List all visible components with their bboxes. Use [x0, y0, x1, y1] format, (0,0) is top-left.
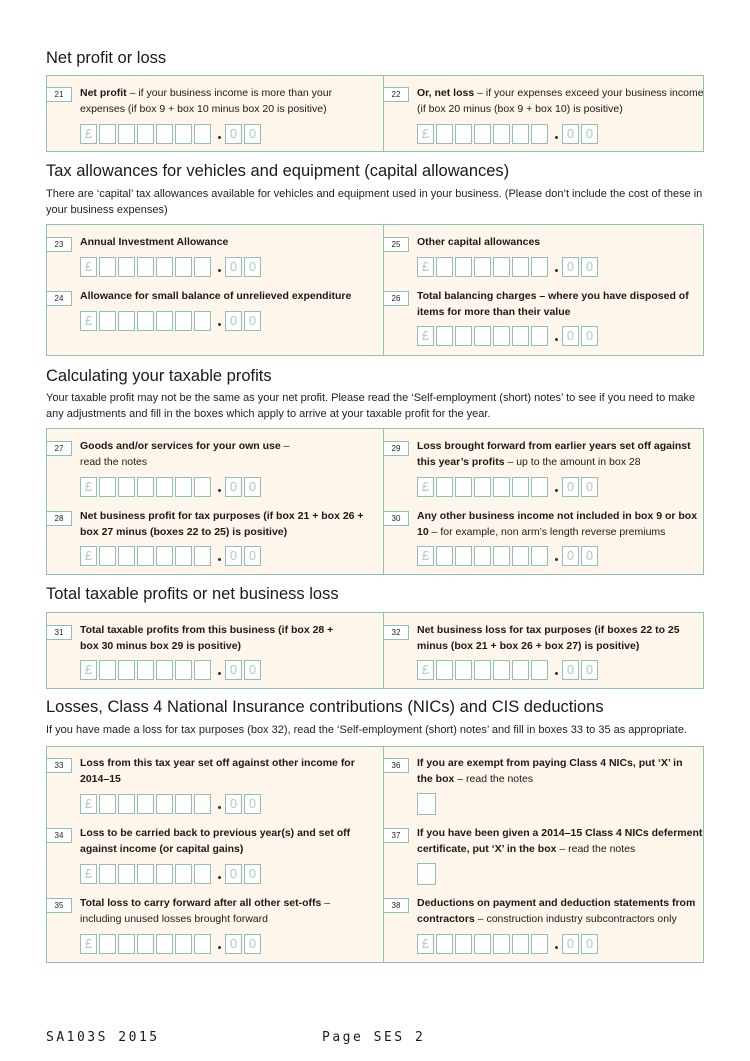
pounds-digit-cell[interactable] [137, 477, 154, 497]
pence-digit-cell: 0 [244, 794, 261, 814]
pounds-digit-cell[interactable] [118, 311, 135, 331]
pounds-digit-cell[interactable] [512, 257, 529, 277]
decimal-point [555, 269, 558, 272]
box-number: 22 [384, 87, 409, 102]
section-title-net-profit: Net profit or loss [46, 49, 167, 67]
box-label-bold: Or, net loss [417, 87, 475, 99]
pounds-digit-cell[interactable] [99, 477, 116, 497]
pounds-digit-cell[interactable] [137, 864, 154, 884]
decimal-point [555, 338, 558, 341]
pounds-digit-cell[interactable] [474, 934, 491, 954]
pounds-digit-cell[interactable] [512, 124, 529, 144]
pounds-digit-cell[interactable] [99, 546, 116, 566]
box-label-note: – read the notes [556, 842, 636, 855]
pounds-digit-cell[interactable] [436, 124, 453, 144]
box-label-bold: If you have been given a 2014–15 Class 4 NICs deferment certificate, put ‘X’ in the box [417, 827, 703, 855]
pence-digit-cell: 0 [225, 124, 242, 144]
pounds-digit-cell[interactable] [118, 794, 135, 814]
box-label [417, 826, 707, 857]
decimal-point [218, 876, 221, 879]
decimal-point [555, 489, 558, 492]
pence-digit-cell: 0 [225, 660, 242, 680]
box-label-bold: Loss from this tax year set off against other income for 2014–15 [80, 757, 355, 785]
pounds-digit-cell[interactable] [137, 934, 154, 954]
pounds-digit-cell[interactable] [493, 477, 510, 497]
pounds-digit-cell[interactable] [118, 477, 135, 497]
pence-digit-cell: 0 [581, 326, 598, 346]
panel-total-taxable [46, 612, 704, 689]
pence-digit-cell: 0 [225, 477, 242, 497]
decimal-point [218, 489, 221, 492]
pounds-digit-cell[interactable] [455, 124, 472, 144]
box-label-bold: Net business profit for tax purposes (if box 21 + box 26 + box 27 minus (boxes 22 to 25) is positive) [80, 510, 364, 538]
pounds-digit-cell[interactable] [512, 660, 529, 680]
exempt-class4-checkbox[interactable] [417, 793, 436, 815]
panel-net-profit [46, 75, 704, 152]
pounds-digit-cell[interactable] [436, 326, 453, 346]
pound-cell: £ [80, 660, 97, 680]
pounds-digit-cell[interactable] [118, 257, 135, 277]
box-label-bold: Allowance for small balance of unrelieved expenditure [80, 290, 352, 302]
pounds-digit-cell[interactable] [156, 794, 173, 814]
box-label-bold: Net profit [80, 87, 127, 99]
section-title-capital-allowances: Tax allowances for vehicles and equipment (capital allowances) [46, 162, 510, 180]
pounds-digit-cell[interactable] [512, 477, 529, 497]
pounds-digit-cell[interactable] [493, 257, 510, 277]
pounds-digit-cell[interactable] [99, 864, 116, 884]
pound-cell: £ [80, 794, 97, 814]
pounds-digit-cell[interactable] [455, 546, 472, 566]
pence-digit-cell: 0 [581, 934, 598, 954]
box-label [80, 623, 345, 654]
pence-digit-cell: 0 [225, 934, 242, 954]
pounds-digit-cell[interactable] [175, 124, 192, 144]
pounds-digit-cell[interactable] [531, 326, 548, 346]
pence-digit-cell: 0 [581, 546, 598, 566]
box-number: 21 [47, 87, 72, 102]
decimal-point [555, 136, 558, 139]
pence-digit-cell: 0 [244, 257, 261, 277]
pounds-digit-cell[interactable] [493, 546, 510, 566]
pounds-digit-cell[interactable] [194, 660, 211, 680]
pounds-digit-cell[interactable] [137, 660, 154, 680]
box-number: 27 [47, 441, 72, 456]
pence-digit-cell: 0 [225, 546, 242, 566]
pounds-digit-cell[interactable] [137, 794, 154, 814]
pound-cell: £ [80, 311, 97, 331]
pounds-digit-cell[interactable] [512, 546, 529, 566]
box-label [80, 439, 295, 470]
pounds-digit-cell[interactable] [455, 326, 472, 346]
decimal-point [218, 946, 221, 949]
box-label [417, 235, 707, 251]
pounds-digit-cell[interactable] [493, 934, 510, 954]
pound-cell: £ [417, 660, 434, 680]
pounds-digit-cell[interactable] [194, 864, 211, 884]
box-number: 30 [384, 511, 409, 526]
page-number: Page SES 2 [322, 1030, 426, 1045]
pounds-digit-cell[interactable] [455, 660, 472, 680]
pence-digit-cell: 0 [562, 477, 579, 497]
pounds-digit-cell[interactable] [118, 546, 135, 566]
pence-digit-cell: 0 [562, 546, 579, 566]
pound-cell: £ [417, 257, 434, 277]
box-number: 25 [384, 237, 409, 252]
box-label-bold: Net business loss for tax purposes (if boxes 22 to 25 minus (box 21 + box 26 + box 27) is positive) [417, 624, 680, 652]
pounds-digit-cell[interactable] [99, 660, 116, 680]
pound-cell: £ [417, 326, 434, 346]
box-label [417, 289, 709, 320]
pound-cell: £ [80, 124, 97, 144]
pence-digit-cell: 0 [225, 257, 242, 277]
pounds-digit-cell[interactable] [156, 124, 173, 144]
pounds-digit-cell[interactable] [436, 257, 453, 277]
box-label-bold: Loss brought forward from earlier years set off against this year’s profits [417, 440, 691, 468]
pounds-digit-cell[interactable] [493, 660, 510, 680]
pounds-digit-cell[interactable] [531, 477, 548, 497]
pound-cell: £ [80, 864, 97, 884]
pounds-digit-cell[interactable] [436, 934, 453, 954]
pounds-digit-cell[interactable] [194, 934, 211, 954]
decimal-point [218, 136, 221, 139]
pence-digit-cell: 0 [581, 257, 598, 277]
pounds-digit-cell[interactable] [436, 477, 453, 497]
box-label-note: – up to the amount in box 28 [504, 455, 641, 468]
decimal-point [555, 558, 558, 561]
box-label [80, 896, 340, 927]
pound-cell: £ [80, 477, 97, 497]
pounds-digit-cell[interactable] [474, 660, 491, 680]
box-label-bold: Any other business income not included in box 9 or box 10 [417, 510, 698, 538]
box-number: 26 [384, 291, 409, 306]
decimal-point [218, 806, 221, 809]
pounds-digit-cell[interactable] [118, 934, 135, 954]
pounds-digit-cell[interactable] [175, 864, 192, 884]
box-label [417, 86, 707, 117]
pounds-digit-cell[interactable] [194, 311, 211, 331]
pence-digit-cell: 0 [581, 660, 598, 680]
section-intro-losses: If you have made a loss for tax purposes (box 32), read the ‘Self-employment (short) notes’ and fill in boxes 33 to 35 as appropriate. [46, 724, 687, 736]
pounds-digit-cell[interactable] [531, 546, 548, 566]
pounds-digit-cell[interactable] [436, 660, 453, 680]
box-label-bold: Annual Investment Allowance [80, 236, 229, 248]
pounds-digit-cell[interactable] [194, 794, 211, 814]
box-label-bold: If you are exempt from paying Class 4 NICs, put ‘X’ in the box [417, 757, 683, 785]
pounds-digit-cell[interactable] [531, 660, 548, 680]
section-intro-taxable-profits: Your taxable profit may not be the same as your net profit. Please read the ‘Self-employment (short) notes’ to see if you need to make any adjustments and fill in the boxes which apply to arrive at your taxable profit for the year. [46, 392, 696, 420]
box-number: 31 [47, 625, 72, 640]
pounds-digit-cell[interactable] [512, 326, 529, 346]
box-number: 34 [47, 828, 72, 843]
box-label-note: – construction industry subcontractors only [474, 912, 677, 925]
section-title-total-taxable: Total taxable profits or net business loss [46, 585, 339, 603]
pound-cell: £ [417, 477, 434, 497]
box-label-note: – read the notes [454, 772, 534, 785]
box-label-bold: Goods and/or services for your own use [80, 440, 281, 452]
pounds-digit-cell[interactable] [531, 934, 548, 954]
pound-cell: £ [80, 934, 97, 954]
form-code: SA103S 2015 [46, 1030, 160, 1045]
decimal-point [218, 269, 221, 272]
pence-digit-cell: 0 [244, 477, 261, 497]
pounds-digit-cell[interactable] [493, 326, 510, 346]
box-label [417, 509, 709, 540]
pence-digit-cell: 0 [562, 326, 579, 346]
decimal-point [555, 946, 558, 949]
section-title-taxable-profits: Calculating your taxable profits [46, 367, 272, 385]
box-label [80, 289, 370, 305]
pence-digit-cell: 0 [244, 864, 261, 884]
pence-digit-cell: 0 [244, 124, 261, 144]
pounds-digit-cell[interactable] [493, 124, 510, 144]
pence-digit-cell: 0 [225, 864, 242, 884]
pounds-digit-cell[interactable] [156, 864, 173, 884]
box-label-note: – read the notes [80, 440, 290, 468]
pence-digit-cell: 0 [581, 124, 598, 144]
decimal-point [218, 558, 221, 561]
box-label [80, 509, 375, 540]
box-label [417, 896, 707, 927]
pounds-digit-cell[interactable] [156, 257, 173, 277]
pence-digit-cell: 0 [244, 934, 261, 954]
pence-digit-cell: 0 [244, 311, 261, 331]
pound-cell: £ [417, 934, 434, 954]
pounds-digit-cell[interactable] [175, 660, 192, 680]
box-label-note: – for example, non arm’s length reverse premiums [428, 525, 666, 538]
decimal-point [555, 672, 558, 675]
pounds-digit-cell[interactable] [455, 257, 472, 277]
pence-digit-cell: 0 [225, 794, 242, 814]
section-intro-capital-allowances: There are ‘capital’ tax allowances available for vehicles and equipment used in your business. (Please don’t include the cost of these in your business expenses) [46, 188, 703, 216]
decimal-point [218, 323, 221, 326]
box-number: 36 [384, 758, 409, 773]
box-label-note: – if your expenses exceed your business income (if box 20 minus (box 9 + box 10) is positive) [417, 87, 704, 115]
pounds-digit-cell[interactable] [99, 257, 116, 277]
pounds-digit-cell[interactable] [156, 934, 173, 954]
box-label [80, 86, 370, 117]
pounds-digit-cell[interactable] [455, 477, 472, 497]
pounds-digit-cell[interactable] [99, 934, 116, 954]
pounds-digit-cell[interactable] [474, 257, 491, 277]
box-label [417, 756, 697, 787]
pence-digit-cell: 0 [244, 546, 261, 566]
box-label-bold: Loss to be carried back to previous year(s) and set off against income (or capital gains) [80, 827, 351, 855]
pounds-digit-cell[interactable] [156, 477, 173, 497]
pounds-digit-cell[interactable] [194, 124, 211, 144]
box-label [417, 439, 707, 470]
section-title-losses: Losses, Class 4 National Insurance contributions (NICs) and CIS deductions [46, 698, 604, 716]
pounds-digit-cell[interactable] [137, 546, 154, 566]
pounds-digit-cell[interactable] [156, 546, 173, 566]
box-number: 37 [384, 828, 409, 843]
pound-cell: £ [417, 546, 434, 566]
pounds-digit-cell[interactable] [118, 864, 135, 884]
box-number: 28 [47, 511, 72, 526]
box-label-note: – including unused losses brought forward [80, 897, 331, 925]
box-number: 35 [47, 898, 72, 913]
pound-cell: £ [80, 257, 97, 277]
decimal-point [218, 672, 221, 675]
pounds-digit-cell[interactable] [156, 660, 173, 680]
pounds-digit-cell[interactable] [436, 546, 453, 566]
box-number: 33 [47, 758, 72, 773]
box-number: 24 [47, 291, 72, 306]
pounds-digit-cell[interactable] [175, 311, 192, 331]
pounds-digit-cell[interactable] [137, 311, 154, 331]
pounds-digit-cell[interactable] [512, 934, 529, 954]
box-number: 23 [47, 237, 72, 252]
pounds-digit-cell[interactable] [175, 934, 192, 954]
pounds-digit-cell[interactable] [194, 257, 211, 277]
pounds-digit-cell[interactable] [474, 124, 491, 144]
pence-digit-cell: 0 [562, 660, 579, 680]
pounds-digit-cell[interactable] [474, 477, 491, 497]
pounds-digit-cell[interactable] [531, 257, 548, 277]
pounds-digit-cell[interactable] [118, 660, 135, 680]
pounds-digit-cell[interactable] [137, 257, 154, 277]
box-label [417, 623, 702, 654]
box-number: 32 [384, 625, 409, 640]
panel-capital-allowances [46, 224, 704, 356]
box-label-bold: Deductions on payment and deduction statements from contractors [417, 897, 696, 925]
deferment-certificate-checkbox[interactable] [417, 863, 436, 885]
box-label [80, 826, 365, 857]
box-number: 29 [384, 441, 409, 456]
pounds-digit-cell[interactable] [175, 477, 192, 497]
box-number: 38 [384, 898, 409, 913]
pounds-digit-cell[interactable] [156, 311, 173, 331]
pounds-digit-cell[interactable] [99, 311, 116, 331]
panel-taxable-profits [46, 428, 704, 575]
pounds-digit-cell[interactable] [118, 124, 135, 144]
pounds-digit-cell[interactable] [175, 546, 192, 566]
pounds-digit-cell[interactable] [474, 326, 491, 346]
box-label-bold: Total balancing charges – where you have disposed of items for more than their value [417, 290, 689, 318]
pence-digit-cell: 0 [581, 477, 598, 497]
pounds-digit-cell[interactable] [194, 546, 211, 566]
pounds-digit-cell[interactable] [194, 477, 211, 497]
box-label [80, 756, 355, 787]
box-label-bold: Total taxable profits from this business (if box 28 + box 30 minus box 29 is positive) [80, 624, 334, 652]
pounds-digit-cell[interactable] [175, 257, 192, 277]
pounds-digit-cell[interactable] [175, 794, 192, 814]
pounds-digit-cell[interactable] [531, 124, 548, 144]
pounds-digit-cell[interactable] [99, 794, 116, 814]
pence-digit-cell: 0 [562, 934, 579, 954]
pound-cell: £ [417, 124, 434, 144]
pounds-digit-cell[interactable] [474, 546, 491, 566]
pounds-digit-cell[interactable] [455, 934, 472, 954]
panel-losses [46, 746, 704, 963]
pence-digit-cell: 0 [225, 311, 242, 331]
pence-digit-cell: 0 [562, 124, 579, 144]
pound-cell: £ [80, 546, 97, 566]
pence-digit-cell: 0 [244, 660, 261, 680]
pounds-digit-cell[interactable] [99, 124, 116, 144]
box-label-bold: Other capital allowances [417, 236, 541, 248]
box-label [80, 235, 370, 251]
pounds-digit-cell[interactable] [137, 124, 154, 144]
pence-digit-cell: 0 [562, 257, 579, 277]
box-label-note: – if your business income is more than your expenses (if box 9 + box 10 minus box 20 is positive) [80, 87, 333, 115]
box-label-bold: Total loss to carry forward after all other set-offs [80, 897, 322, 909]
panel-divider [383, 747, 384, 962]
